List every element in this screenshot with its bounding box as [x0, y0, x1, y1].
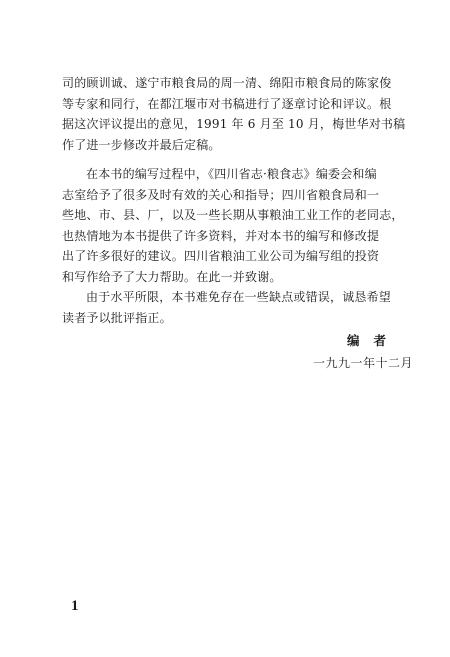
paragraph-line: 志室给予了很多及时有效的关心和指导；四川省粮食局和一: [62, 187, 380, 202]
paragraph-line: 在本书的编写过程中，《四川省志·粮食志》编委会和编: [86, 167, 377, 181]
paragraph-line: 作了进一步修改并最后定稿。: [62, 137, 221, 152]
page-number: 1: [71, 598, 79, 614]
paragraph-line: 司的顾训诚、遂宁市粮食局的周一清、绵阳市粮食局的陈家俊: [62, 76, 392, 90]
paragraph-line: 等专家和同行，在都江堰市对书稿进行了逐章讨论和评议。根: [62, 96, 392, 111]
paragraph-gap: [62, 155, 412, 164]
paragraph-line: 出了许多很好的建议。四川省粮油工业公司为编写组的投资: [62, 249, 380, 263]
paragraph-line: 读者予以批评指正。: [62, 310, 172, 325]
paragraph-line: 和写作给予了大力帮助。在此一并致谢。: [62, 269, 282, 284]
paragraph-line: 由于水平所限，本书难免存在一些缺点或错误，诚恳希望: [86, 290, 392, 304]
signature-date: 一九九一年十二月: [313, 356, 414, 370]
paragraph-line: 些地、市、县、厂，以及一些长期从事粮油工业工作的老同志，: [62, 208, 404, 222]
body-text: [62, 73, 412, 328]
signature-block: [313, 330, 433, 374]
paragraph-line: 据这次评议提出的意见，1991 年 6 月至 10 月，梅世华对书稿: [62, 117, 406, 131]
paragraph-line: 也热情地为本书提供了许多资料，并对本书的编写和修改提: [62, 228, 380, 243]
signature-author: 编者: [347, 333, 401, 348]
